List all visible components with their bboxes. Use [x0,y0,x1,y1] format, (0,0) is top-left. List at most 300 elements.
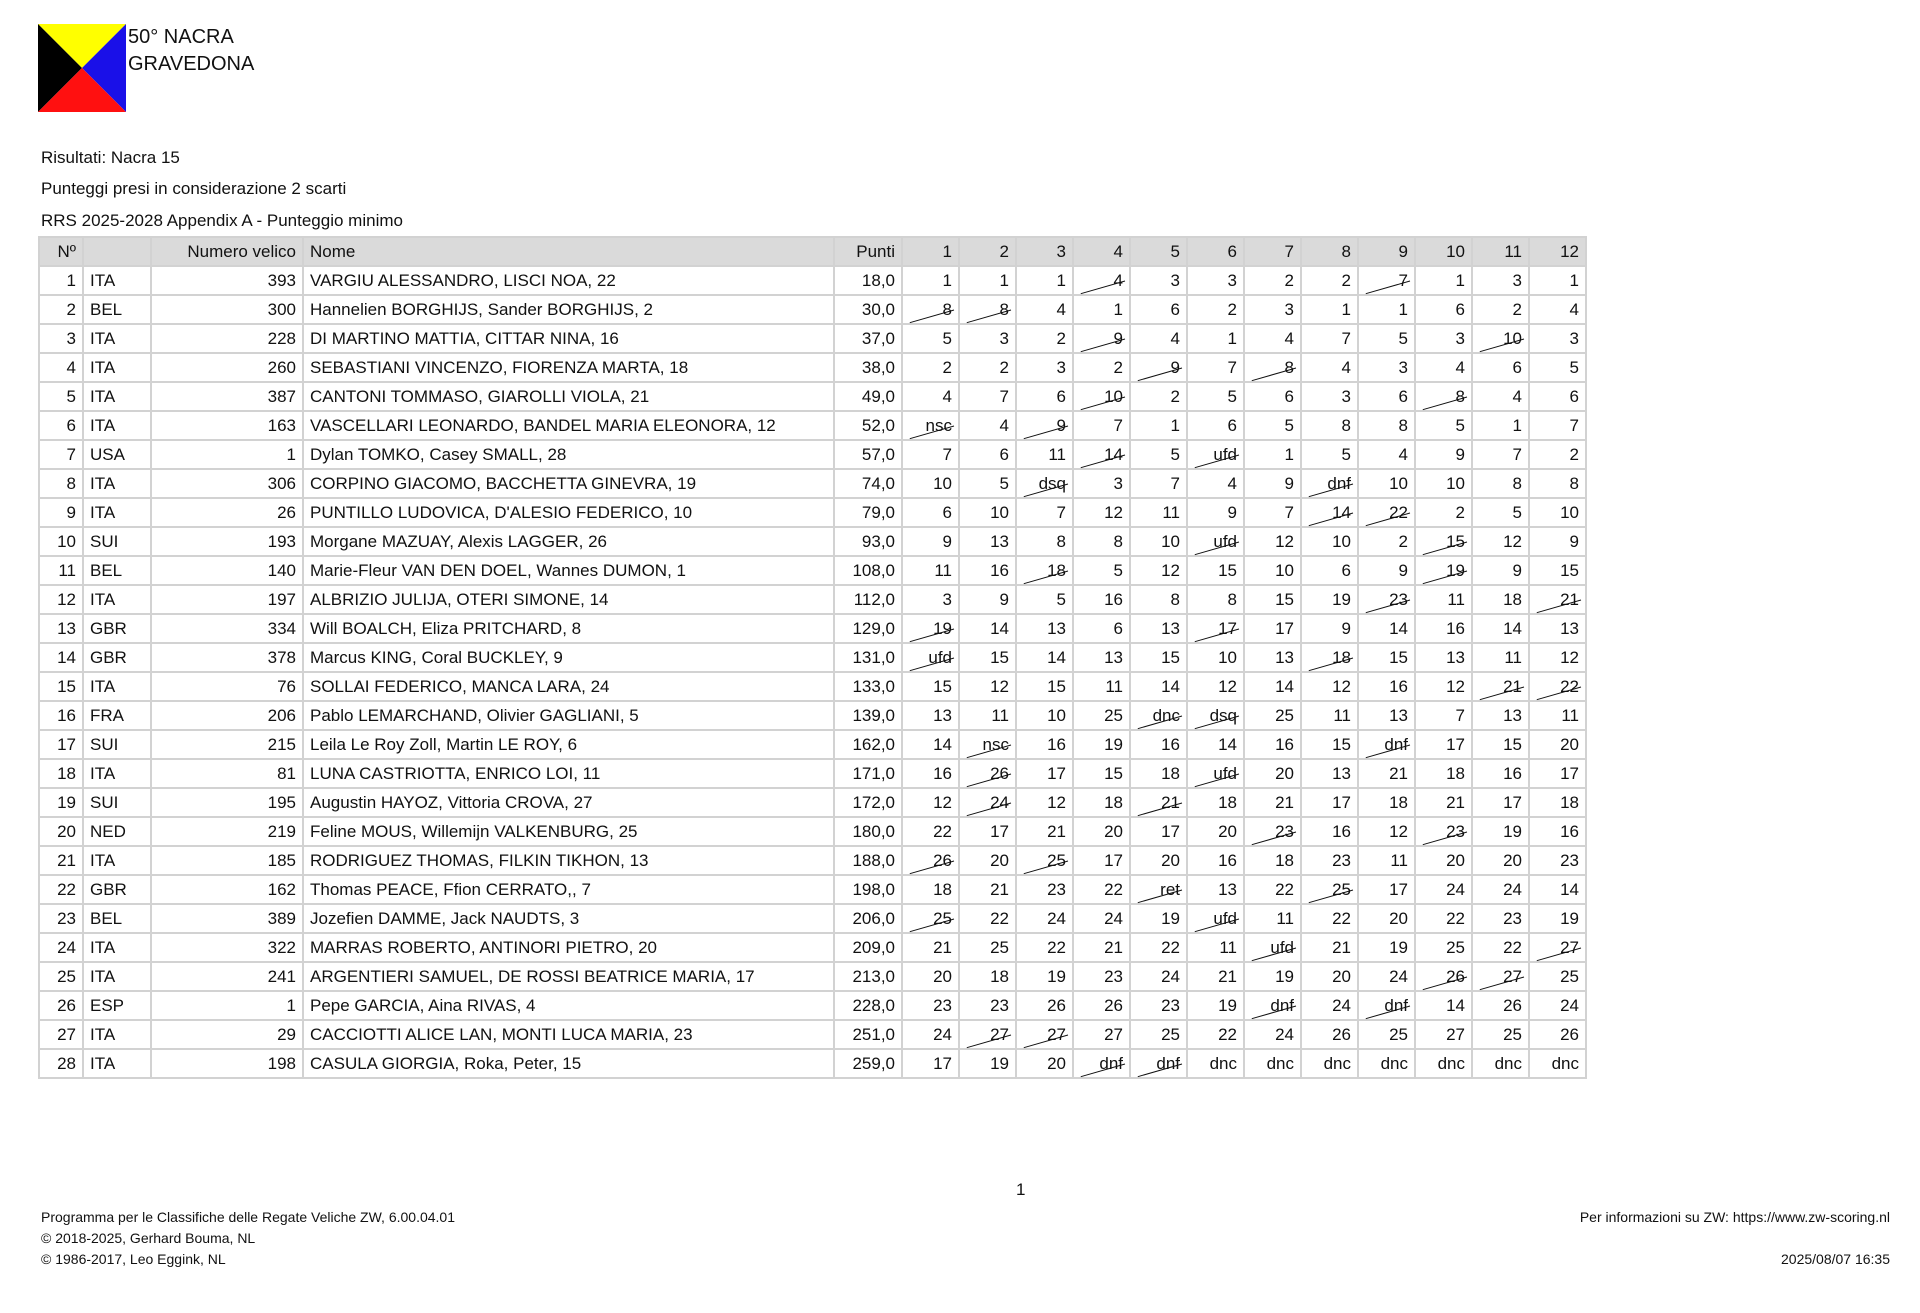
race-score: 16 [1301,817,1358,846]
header-race-6: 6 [1187,237,1244,266]
points-cell: 30,0 [834,295,902,324]
race-score: 10 [1358,469,1415,498]
race-score: 24 [902,1020,959,1049]
race-score: 2 [1529,440,1586,469]
position-cell: 9 [39,498,83,527]
race-score: 9 [1358,556,1415,585]
race-score: 9 [1301,614,1358,643]
discarded-race-score: ufd [902,643,959,672]
crew-name-cell: VARGIU ALESSANDRO, LISCI NOA, 22 [303,266,834,295]
discarded-race-score: 23 [1415,817,1472,846]
crew-name-cell: ARGENTIERI SAMUEL, DE ROSSI BEATRICE MARIA, 17 [303,962,834,991]
discarded-race-score: 8 [1415,382,1472,411]
race-score: 22 [1415,904,1472,933]
race-score: 6 [1130,295,1187,324]
race-score: 2 [1472,295,1529,324]
crew-name-cell: CASULA GIORGIA, Roka, Peter, 15 [303,1049,834,1078]
race-score: 23 [1130,991,1187,1020]
discarded-race-score: 14 [1073,440,1130,469]
race-score: 2 [1130,382,1187,411]
discarded-race-score: 22 [1358,498,1415,527]
race-score: 17 [1358,875,1415,904]
table-row [39,904,1586,933]
sail-number-cell: 241 [151,962,303,991]
race-score: dnc [1415,1049,1472,1078]
race-score: 25 [1358,1020,1415,1049]
race-score: 2 [902,353,959,382]
race-score: 19 [1016,962,1073,991]
points-cell: 57,0 [834,440,902,469]
header-sail-number: Numero velico [151,237,303,266]
race-score: 23 [1472,904,1529,933]
race-score: 20 [1244,759,1301,788]
race-score: 24 [1244,1020,1301,1049]
race-score: 14 [959,614,1016,643]
sail-number-cell: 1 [151,991,303,1020]
race-score: 5 [1358,324,1415,353]
race-score: 23 [959,991,1016,1020]
nation-cell: ITA [83,382,151,411]
table-row [39,614,1586,643]
header-race-10: 10 [1415,237,1472,266]
race-score: 10 [1244,556,1301,585]
race-score: 4 [959,411,1016,440]
nation-cell: ITA [83,411,151,440]
race-score: 25 [1244,701,1301,730]
discarded-race-score: 24 [959,788,1016,817]
race-score: 18 [1415,759,1472,788]
sail-number-cell: 215 [151,730,303,759]
header-position: Nº [39,237,83,266]
race-score: 6 [1415,295,1472,324]
points-cell: 108,0 [834,556,902,585]
race-score: 4 [1016,295,1073,324]
race-score: 19 [1073,730,1130,759]
points-cell: 112,0 [834,585,902,614]
race-score: 7 [1415,701,1472,730]
nation-cell: SUI [83,788,151,817]
race-score: dnc [1187,1049,1244,1078]
race-score: 11 [1244,904,1301,933]
discarded-race-score: 9 [1073,324,1130,353]
discarded-race-score: 27 [959,1020,1016,1049]
race-score: 14 [902,730,959,759]
event-title-line1: 50° NACRA [128,26,234,48]
race-score: 23 [902,991,959,1020]
crew-name-cell: Marcus KING, Coral BUCKLEY, 9 [303,643,834,672]
race-score: 3 [1073,469,1130,498]
race-score: 23 [1016,875,1073,904]
table-row [39,991,1586,1020]
race-score: 26 [1529,1020,1586,1049]
race-score: 5 [1187,382,1244,411]
discarded-race-score: nsc [902,411,959,440]
race-score: 16 [1130,730,1187,759]
race-score: 19 [1529,904,1586,933]
crew-name-cell: Augustin HAYOZ, Vittoria CROVA, 27 [303,788,834,817]
race-score: 7 [959,382,1016,411]
race-score: 4 [1130,324,1187,353]
race-score: 26 [1073,991,1130,1020]
discarded-race-score: 19 [1415,556,1472,585]
nation-cell: USA [83,440,151,469]
discarded-race-score: 9 [1130,353,1187,382]
race-score: 1 [1301,295,1358,324]
race-score: 13 [1073,643,1130,672]
race-score: 8 [1529,469,1586,498]
crew-name-cell: Marie-Fleur VAN DEN DOEL, Wannes DUMON, 1 [303,556,834,585]
race-score: 22 [1301,904,1358,933]
race-score: 6 [959,440,1016,469]
race-score: 25 [1472,1020,1529,1049]
discarded-race-score: dnf [1073,1049,1130,1078]
nation-cell: BEL [83,295,151,324]
race-score: 1 [1358,295,1415,324]
race-score: 4 [1301,353,1358,382]
race-score: 6 [1358,382,1415,411]
race-score: 11 [1415,585,1472,614]
race-score: 11 [1472,643,1529,672]
header-race-3: 3 [1016,237,1073,266]
sail-number-cell: 198 [151,1049,303,1078]
race-score: 20 [1472,846,1529,875]
race-score: 13 [959,527,1016,556]
points-cell: 37,0 [834,324,902,353]
race-score: dnc [1244,1049,1301,1078]
race-score: 21 [1073,933,1130,962]
footer-copyright-2: © 1986-2017, Leo Eggink, NL [41,1251,226,1267]
race-score: 5 [1529,353,1586,382]
race-score: 10 [1130,527,1187,556]
race-score: 27 [1073,1020,1130,1049]
discarded-race-score: 8 [902,295,959,324]
race-score: 15 [1244,585,1301,614]
race-score: 10 [1529,498,1586,527]
race-score: 2 [1301,266,1358,295]
crew-name-cell: LUNA CASTRIOTTA, ENRICO LOI, 11 [303,759,834,788]
nation-cell: ITA [83,1049,151,1078]
race-score: 10 [1187,643,1244,672]
position-cell: 23 [39,904,83,933]
race-score: 7 [1073,411,1130,440]
discarded-race-score: 22 [1529,672,1586,701]
race-score: 1 [1244,440,1301,469]
race-score: 21 [959,875,1016,904]
race-score: 15 [1016,672,1073,701]
position-cell: 7 [39,440,83,469]
race-score: 22 [1472,933,1529,962]
race-score: 13 [902,701,959,730]
race-score: 12 [1415,672,1472,701]
race-score: 17 [1472,788,1529,817]
points-cell: 79,0 [834,498,902,527]
race-score: 18 [1187,788,1244,817]
race-score: 8 [1358,411,1415,440]
table-row [39,643,1586,672]
race-score: 3 [1016,353,1073,382]
race-score: 16 [1415,614,1472,643]
race-score: 3 [959,324,1016,353]
race-score: 12 [1358,817,1415,846]
race-score: dnc [1301,1049,1358,1078]
discarded-race-score: 25 [1301,875,1358,904]
race-score: 16 [1073,585,1130,614]
race-score: 25 [959,933,1016,962]
points-cell: 172,0 [834,788,902,817]
race-score: 1 [1130,411,1187,440]
race-score: 24 [1073,904,1130,933]
points-cell: 18,0 [834,266,902,295]
table-row [39,672,1586,701]
race-score: 1 [1016,266,1073,295]
sail-number-cell: 81 [151,759,303,788]
race-score: 18 [902,875,959,904]
crew-name-cell: MARRAS ROBERTO, ANTINORI PIETRO, 20 [303,933,834,962]
sail-number-cell: 206 [151,701,303,730]
race-score: 16 [1244,730,1301,759]
race-score: 1 [1415,266,1472,295]
race-score: 15 [1073,759,1130,788]
race-score: 19 [1130,904,1187,933]
position-cell: 11 [39,556,83,585]
discarded-race-score: 21 [1130,788,1187,817]
race-score: 17 [1016,759,1073,788]
race-score: 17 [1301,788,1358,817]
race-score: 5 [959,469,1016,498]
crew-name-cell: Morgane MAZUAY, Alexis LAGGER, 26 [303,527,834,556]
race-score: 6 [1187,411,1244,440]
nation-cell: ITA [83,585,151,614]
nation-cell: SUI [83,730,151,759]
discarded-race-score: dsq [1187,701,1244,730]
race-score: 20 [902,962,959,991]
nation-cell: GBR [83,875,151,904]
race-score: 16 [902,759,959,788]
table-row [39,266,1586,295]
race-score: 22 [1187,1020,1244,1049]
race-score: 24 [1415,875,1472,904]
position-cell: 14 [39,643,83,672]
table-row [39,527,1586,556]
table-row [39,1020,1586,1049]
points-cell: 139,0 [834,701,902,730]
race-score: dnc [1472,1049,1529,1078]
race-score: 5 [1073,556,1130,585]
race-score: 11 [1073,672,1130,701]
table-row [39,382,1586,411]
race-score: 9 [1244,469,1301,498]
position-cell: 8 [39,469,83,498]
race-score: 18 [1130,759,1187,788]
race-score: 7 [1529,411,1586,440]
race-score: 1 [902,266,959,295]
race-score: 2 [1358,527,1415,556]
race-score: 11 [1016,440,1073,469]
race-score: 26 [1301,1020,1358,1049]
position-cell: 19 [39,788,83,817]
race-score: 10 [902,469,959,498]
results-body [39,266,1586,1078]
results-class-label: Risultati: Nacra 15 [41,148,180,167]
discarded-race-score: 23 [1244,817,1301,846]
race-score: 11 [959,701,1016,730]
race-score: 15 [1187,556,1244,585]
race-score: 20 [959,846,1016,875]
race-score: 8 [1073,527,1130,556]
position-cell: 25 [39,962,83,991]
race-score: 7 [1187,353,1244,382]
sail-number-cell: 1 [151,440,303,469]
race-score: 4 [1244,324,1301,353]
race-score: 15 [1130,643,1187,672]
header-race-1: 1 [902,237,959,266]
race-score: 20 [1073,817,1130,846]
race-score: 2 [1415,498,1472,527]
sail-number-cell: 197 [151,585,303,614]
race-score: 11 [1301,701,1358,730]
discarded-race-score: 8 [959,295,1016,324]
race-score: 11 [1358,846,1415,875]
race-score: 16 [1529,817,1586,846]
race-score: 4 [902,382,959,411]
crew-name-cell: Pepe GARCIA, Aina RIVAS, 4 [303,991,834,1020]
nation-cell: ITA [83,962,151,991]
race-score: 7 [1016,498,1073,527]
discarded-race-score: dsq [1016,469,1073,498]
points-cell: 251,0 [834,1020,902,1049]
discarded-race-score: 19 [902,614,959,643]
race-score: 16 [1016,730,1073,759]
sail-number-cell: 193 [151,527,303,556]
footer-program: Programma per le Classifiche delle Regate Veliche ZW, 6.00.04.01 [41,1209,455,1225]
race-score: 14 [1130,672,1187,701]
race-score: 16 [1472,759,1529,788]
race-score: 9 [959,585,1016,614]
crew-name-cell: SEBASTIANI VINCENZO, FIORENZA MARTA, 18 [303,353,834,382]
race-score: 17 [1244,614,1301,643]
race-score: 14 [1358,614,1415,643]
race-score: 24 [1016,904,1073,933]
position-cell: 21 [39,846,83,875]
race-score: 3 [1472,266,1529,295]
race-score: 17 [959,817,1016,846]
table-header-row [39,237,1586,266]
header-race-7: 7 [1244,237,1301,266]
header-points: Punti [834,237,902,266]
race-score: 12 [1130,556,1187,585]
nation-cell: ITA [83,469,151,498]
sail-number-cell: 378 [151,643,303,672]
race-score: 24 [1472,875,1529,904]
race-score: 25 [1529,962,1586,991]
nation-cell: ITA [83,759,151,788]
race-score: 8 [1301,411,1358,440]
race-score: 12 [1301,672,1358,701]
race-score: 12 [1244,527,1301,556]
race-score: 6 [1016,382,1073,411]
discarded-race-score: 25 [902,904,959,933]
race-score: 3 [1415,324,1472,353]
race-score: 14 [1415,991,1472,1020]
nation-cell: NED [83,817,151,846]
race-score: 3 [1130,266,1187,295]
race-score: 13 [1529,614,1586,643]
race-score: 5 [1016,585,1073,614]
race-score: 15 [1301,730,1358,759]
race-score: 19 [959,1049,1016,1078]
header-name: Nome [303,237,834,266]
race-score: 13 [1244,643,1301,672]
crew-name-cell: PUNTILLO LUDOVICA, D'ALESIO FEDERICO, 10 [303,498,834,527]
crew-name-cell: Dylan TOMKO, Casey SMALL, 28 [303,440,834,469]
race-score: 3 [1244,295,1301,324]
race-score: 3 [902,585,959,614]
footer-info-link: Per informazioni su ZW: https://www.zw-scoring.nl [1579,1209,1890,1225]
race-score: 17 [1415,730,1472,759]
discarded-race-score: 18 [1016,556,1073,585]
sail-number-cell: 76 [151,672,303,701]
crew-name-cell: CACCIOTTI ALICE LAN, MONTI LUCA MARIA, 23 [303,1020,834,1049]
discarded-race-score: ufd [1244,933,1301,962]
crew-name-cell: Hannelien BORGHIJS, Sander BORGHIJS, 2 [303,295,834,324]
race-score: 12 [1472,527,1529,556]
sail-number-cell: 306 [151,469,303,498]
nation-cell: ITA [83,933,151,962]
race-score: 12 [1016,788,1073,817]
race-score: 12 [959,672,1016,701]
race-score: 2 [959,353,1016,382]
header-race-4: 4 [1073,237,1130,266]
race-score: 20 [1016,1049,1073,1078]
race-score: 6 [1244,382,1301,411]
race-score: 27 [1415,1020,1472,1049]
crew-name-cell: CORPINO GIACOMO, BACCHETTA GINEVRA, 19 [303,469,834,498]
points-cell: 259,0 [834,1049,902,1078]
race-score: 13 [1016,614,1073,643]
crew-name-cell: Jozefien DAMME, Jack NAUDTS, 3 [303,904,834,933]
race-score: 7 [902,440,959,469]
results-table [38,236,1587,1079]
nation-cell: ESP [83,991,151,1020]
discarded-race-score: 17 [1187,614,1244,643]
position-cell: 10 [39,527,83,556]
discarded-race-score: 4 [1073,266,1130,295]
race-score: 9 [1529,527,1586,556]
race-score: 9 [1187,498,1244,527]
race-score: 18 [1073,788,1130,817]
race-score: 1 [1187,324,1244,353]
race-score: 6 [1529,382,1586,411]
race-score: 3 [1301,382,1358,411]
race-score: 7 [1244,498,1301,527]
race-score: 16 [1187,846,1244,875]
race-score: 8 [1187,585,1244,614]
discarded-race-score: nsc [959,730,1016,759]
points-cell: 171,0 [834,759,902,788]
header-race-11: 11 [1472,237,1529,266]
crew-name-cell: SOLLAI FEDERICO, MANCA LARA, 24 [303,672,834,701]
race-score: 13 [1187,875,1244,904]
race-score: 24 [1301,991,1358,1020]
crew-name-cell: Pablo LEMARCHAND, Olivier GAGLIANI, 5 [303,701,834,730]
race-score: 6 [1472,353,1529,382]
sail-number-cell: 140 [151,556,303,585]
header-race-2: 2 [959,237,1016,266]
race-score: 21 [1016,817,1073,846]
race-score: 10 [1415,469,1472,498]
discarded-race-score: ufd [1187,904,1244,933]
race-score: 10 [1016,701,1073,730]
